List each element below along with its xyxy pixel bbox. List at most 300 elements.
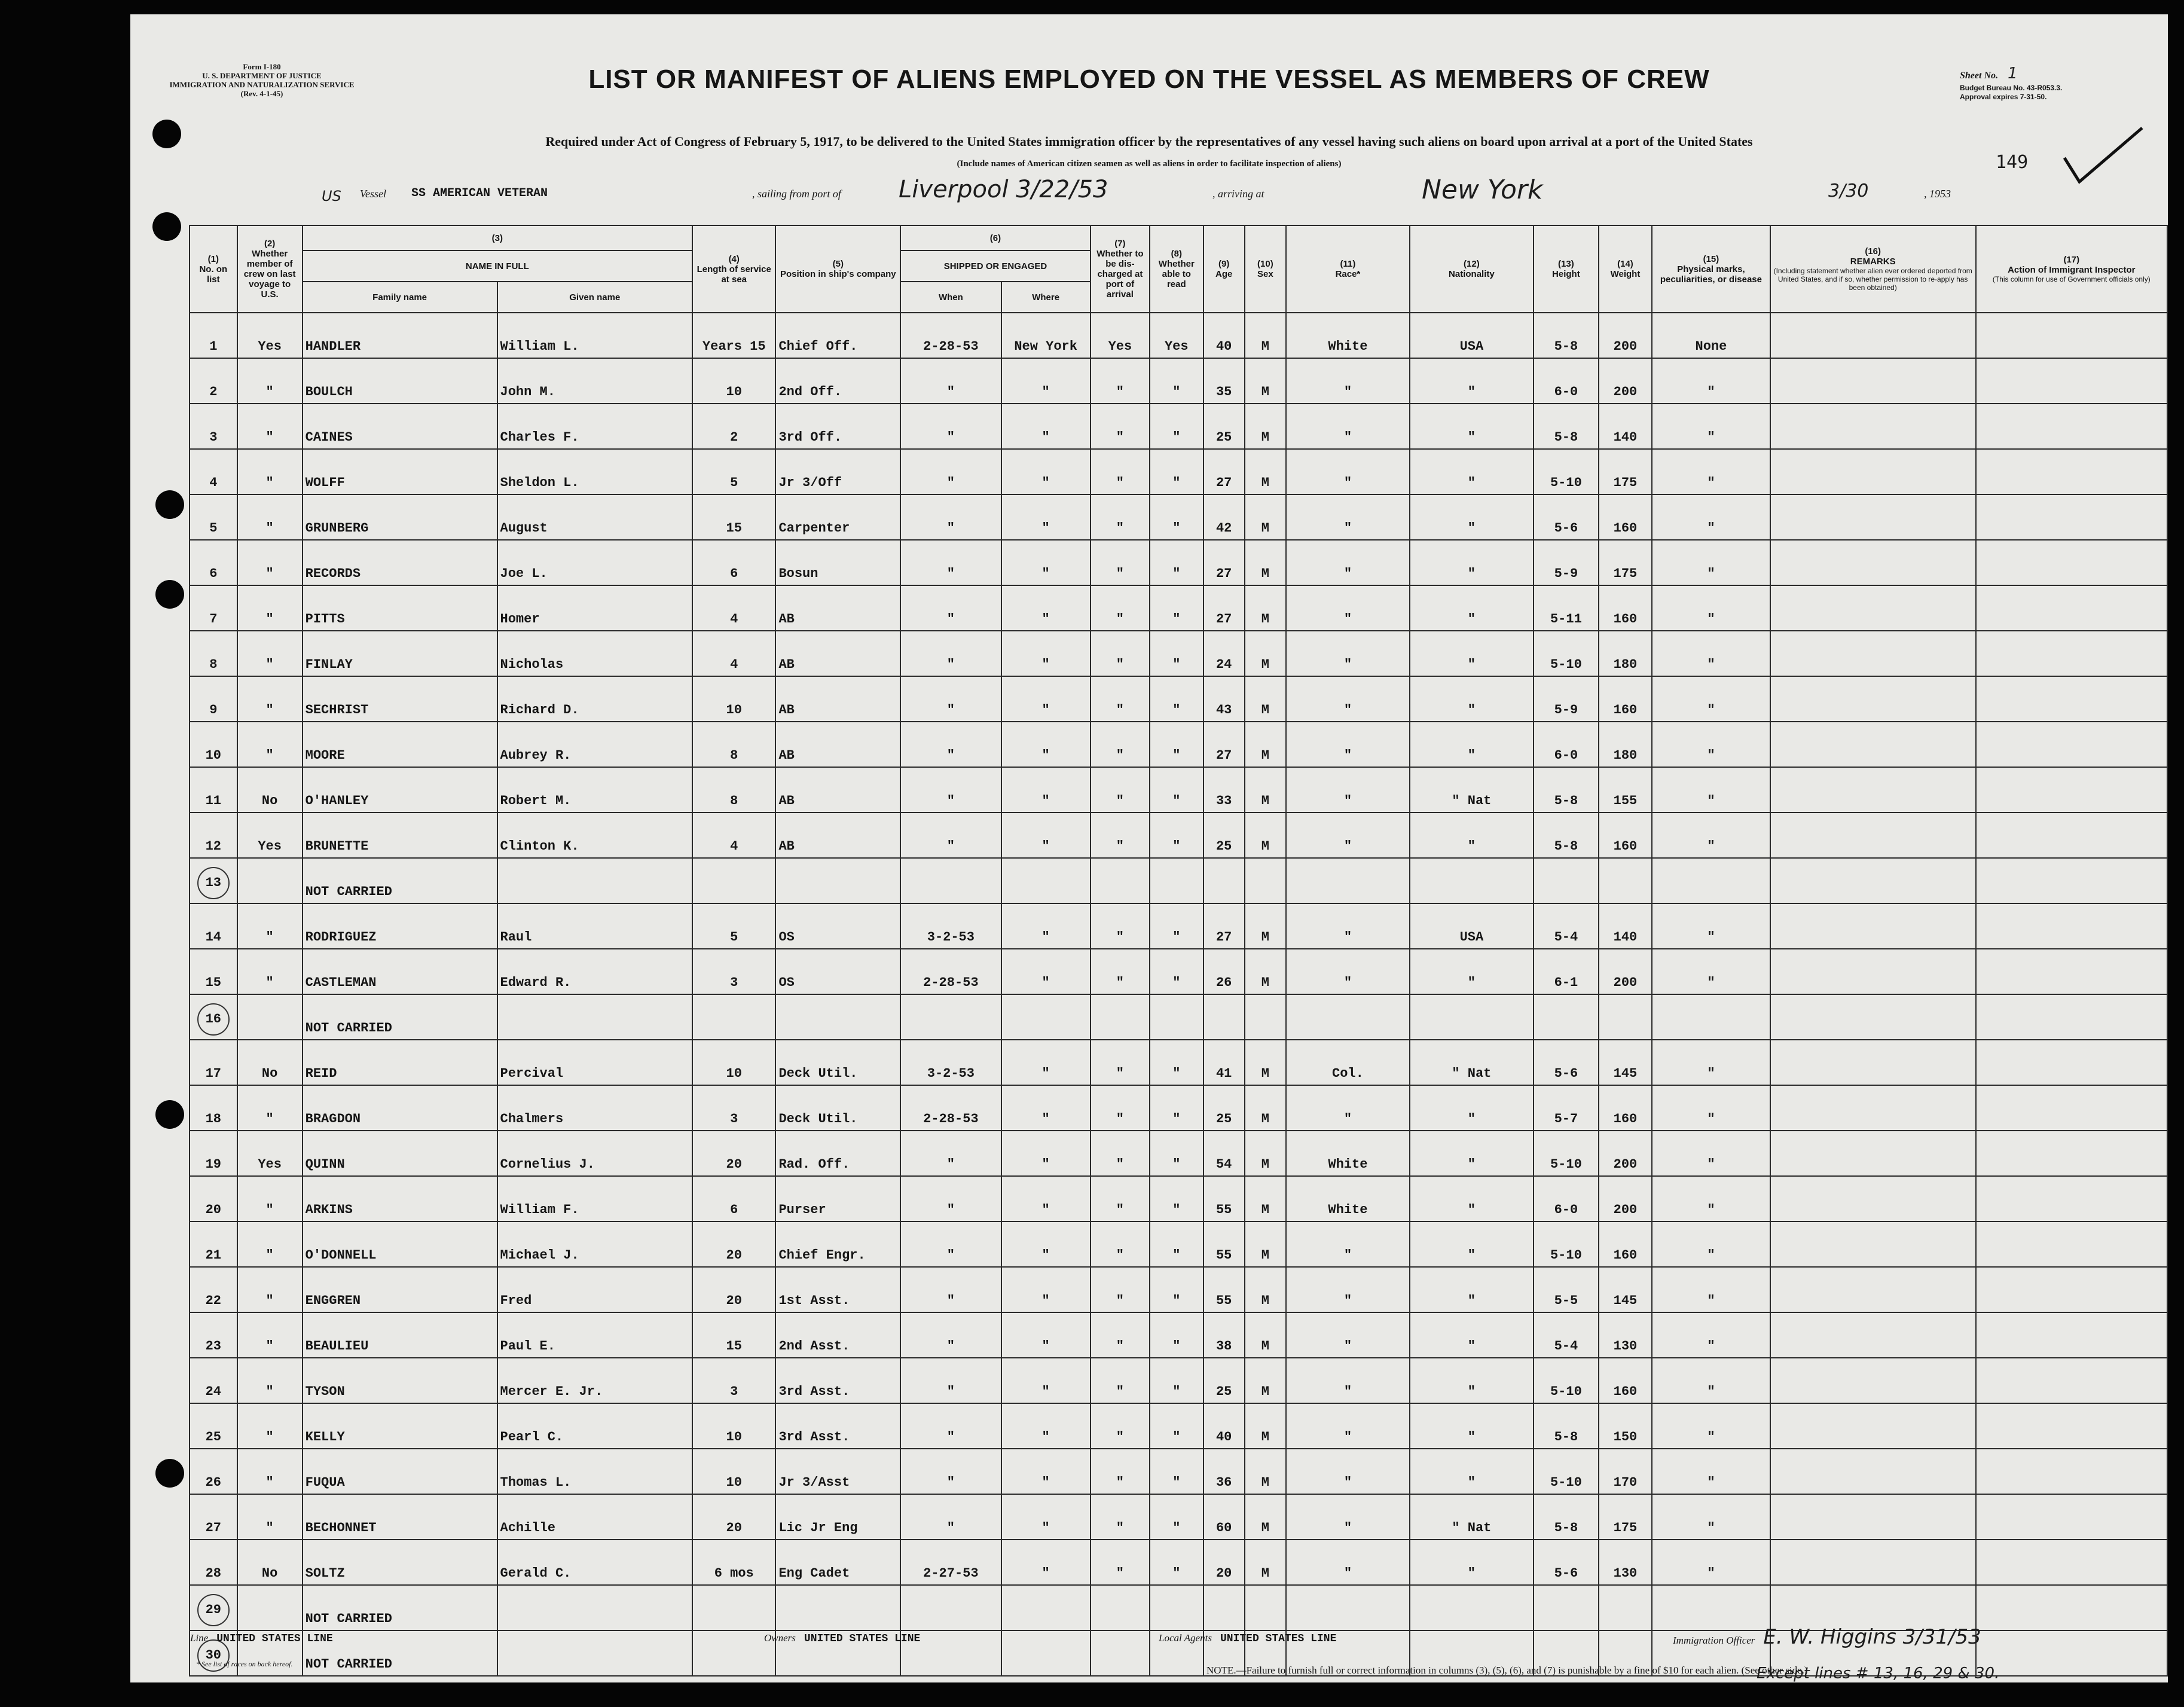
cell-family: NOT CARRIED <box>303 858 497 903</box>
cell-nat: " <box>1410 1176 1534 1222</box>
cell-height: 5-8 <box>1534 1494 1599 1540</box>
cell-sex: M <box>1245 1267 1286 1312</box>
column-number-row <box>190 225 2167 251</box>
cell-disch: " <box>1091 449 1150 494</box>
cell-when: 2-28-53 <box>900 1085 1001 1131</box>
table-row <box>190 1222 2167 1267</box>
vessel-prefix: US <box>322 188 341 204</box>
cell-disch: " <box>1091 1540 1150 1585</box>
table-row <box>190 1358 2167 1403</box>
cell-race: " <box>1286 1403 1410 1449</box>
cell-remarks <box>1770 1131 1976 1176</box>
cell-nat: " Nat <box>1410 767 1534 813</box>
cell-disch: " <box>1091 903 1150 949</box>
cell-weight: 155 <box>1599 767 1652 813</box>
cell-read <box>1150 994 1204 1040</box>
col-where-header: Where <box>1001 282 1091 313</box>
table-row <box>190 1540 2167 1585</box>
cell-where: New York <box>1001 313 1091 358</box>
vessel-name: SS AMERICAN VETERAN <box>411 187 548 200</box>
cell-disch: " <box>1091 631 1150 676</box>
cell-weight: 200 <box>1599 313 1652 358</box>
arrival-year: , 1953 <box>1924 188 1951 200</box>
cell-disch: " <box>1091 1358 1150 1403</box>
cell-age: 25 <box>1204 813 1245 858</box>
cell-where: " <box>1001 494 1091 540</box>
cell-where: " <box>1001 585 1091 631</box>
cell-position: AB <box>775 767 900 813</box>
footer-officer: Immigration Officer E. W. Higgins 3/31/53 <box>1673 1625 1981 1649</box>
cell-position: Eng Cadet <box>775 1540 900 1585</box>
cell-height: 5-5 <box>1534 1267 1599 1312</box>
cell-age: 38 <box>1204 1312 1245 1358</box>
cell-no: 5 <box>190 494 237 540</box>
cell-no: 16 <box>190 994 237 1040</box>
cell-sex: M <box>1245 1222 1286 1267</box>
cell-family: BRUNETTE <box>303 813 497 858</box>
cell-no: 26 <box>190 1449 237 1494</box>
cell-action <box>1976 358 2167 404</box>
table-row <box>190 631 2167 676</box>
cell-phys <box>1652 858 1770 903</box>
cell-weight: 160 <box>1599 813 1652 858</box>
cell-sex: M <box>1245 313 1286 358</box>
footer-line: Line UNITED STATES LINE <box>190 1632 333 1645</box>
cell-nat: USA <box>1410 903 1534 949</box>
sailing-label: , sailing from port of <box>752 188 841 200</box>
cell-race: " <box>1286 631 1410 676</box>
table-row <box>190 1585 2167 1630</box>
cell-age: 41 <box>1204 1040 1245 1085</box>
cell-action <box>1976 1358 2167 1403</box>
cell-nat: " <box>1410 494 1534 540</box>
cell-read: " <box>1150 813 1204 858</box>
cell-family: NOT CARRIED <box>303 1585 497 1630</box>
cell-age: 27 <box>1204 903 1245 949</box>
cell-remarks <box>1770 994 1976 1040</box>
cell-weight: 175 <box>1599 540 1652 585</box>
cell-sex: M <box>1245 404 1286 449</box>
punch-hole <box>155 580 184 609</box>
cell-height: 5-9 <box>1534 540 1599 585</box>
cell-weight: 200 <box>1599 358 1652 404</box>
cell-race: " <box>1286 1449 1410 1494</box>
cell-where: " <box>1001 1312 1091 1358</box>
cell-age: 25 <box>1204 1085 1245 1131</box>
cell-height: 5-9 <box>1534 676 1599 722</box>
cell-sex: M <box>1245 1040 1286 1085</box>
cell-read: Yes <box>1150 313 1204 358</box>
cell-age: 40 <box>1204 313 1245 358</box>
cell-sex <box>1245 994 1286 1040</box>
table-row <box>190 1312 2167 1358</box>
cell-where: " <box>1001 903 1091 949</box>
cell-phys <box>1652 1585 1770 1630</box>
cell-where <box>1001 1585 1091 1630</box>
cell-position: 3rd Asst. <box>775 1358 900 1403</box>
cell-nat: USA <box>1410 313 1534 358</box>
cell-weight: 160 <box>1599 1085 1652 1131</box>
cell-family: GRUNBERG <box>303 494 497 540</box>
officer-signature: E. W. Higgins 3/31/53 <box>1763 1625 1981 1649</box>
cell-service: 6 <box>692 1176 775 1222</box>
cell-phys: " <box>1652 1176 1770 1222</box>
cell-family: REID <box>303 1040 497 1085</box>
cell-action <box>1976 903 2167 949</box>
cell-nat: " <box>1410 676 1534 722</box>
cell-race: " <box>1286 1312 1410 1358</box>
cell-family: MOORE <box>303 722 497 767</box>
cell-member: " <box>237 449 303 494</box>
cell-position: Bosun <box>775 540 900 585</box>
cell-when <box>900 1585 1001 1630</box>
cell-read: " <box>1150 676 1204 722</box>
cell-no: 6 <box>190 540 237 585</box>
cell-no: 12 <box>190 813 237 858</box>
crew-manifest-table <box>189 225 2168 1677</box>
table-row <box>190 676 2167 722</box>
cell-where: " <box>1001 1449 1091 1494</box>
cell-nat: " <box>1410 1358 1534 1403</box>
arrival-date: 3/30 <box>1828 181 1869 201</box>
cell-race: White <box>1286 1176 1410 1222</box>
cell-no: 9 <box>190 676 237 722</box>
col-shipped-header: SHIPPED OR ENGAGED <box>900 251 1091 282</box>
cell-weight: 160 <box>1599 1222 1652 1267</box>
cell-weight <box>1599 1585 1652 1630</box>
cell-nat: " <box>1410 449 1534 494</box>
cell-nat: " <box>1410 1131 1534 1176</box>
cell-action <box>1976 1449 2167 1494</box>
cell-remarks <box>1770 858 1976 903</box>
cell-disch: Yes <box>1091 313 1150 358</box>
cell-height: 5-6 <box>1534 494 1599 540</box>
table-row <box>190 358 2167 404</box>
cell-race <box>1286 994 1410 1040</box>
table-row <box>190 404 2167 449</box>
cell-remarks <box>1770 1403 1976 1449</box>
cell-race: White <box>1286 1131 1410 1176</box>
cell-phys: " <box>1652 1358 1770 1403</box>
cell-action <box>1976 1494 2167 1540</box>
cell-phys: " <box>1652 1085 1770 1131</box>
cell-member: " <box>237 1403 303 1449</box>
cell-nat: " <box>1410 1222 1534 1267</box>
cell-when: " <box>900 1176 1001 1222</box>
footer-agents: Local Agents UNITED STATES LINE <box>1159 1632 1337 1645</box>
cell-action <box>1976 813 2167 858</box>
cell-age: 27 <box>1204 540 1245 585</box>
col-discharged-header: (7) Whether to be dis-charged at port of arrival <box>1091 225 1150 313</box>
col-remarks-header: (16) REMARKS (Including statement whether alien ever ordered deported from United States, and if so, whether permission to re-apply has been obtained) <box>1770 225 1976 313</box>
cell-given: Clinton K. <box>497 813 693 858</box>
cell-where: " <box>1001 1131 1091 1176</box>
cell-position: Jr 3/Asst <box>775 1449 900 1494</box>
cell-given: William F. <box>497 1176 693 1222</box>
cell-age: 42 <box>1204 494 1245 540</box>
cell-family: ENGGREN <box>303 1267 497 1312</box>
cell-position: Rad. Off. <box>775 1131 900 1176</box>
table-row <box>190 1403 2167 1449</box>
cell-age: 33 <box>1204 767 1245 813</box>
cell-read: " <box>1150 903 1204 949</box>
col-weight-header: (14) Weight <box>1599 225 1652 313</box>
cell-action <box>1976 1131 2167 1176</box>
cell-height: 5-8 <box>1534 767 1599 813</box>
cell-height: 5-6 <box>1534 1540 1599 1585</box>
subnote: (Include names of American citizen seamen as well as aliens in order to facilitate inspection of aliens) <box>957 159 1342 169</box>
cell-read: " <box>1150 449 1204 494</box>
cell-family: FINLAY <box>303 631 497 676</box>
cell-position: 1st Asst. <box>775 1267 900 1312</box>
cell-when: " <box>900 1403 1001 1449</box>
cell-member: Yes <box>237 313 303 358</box>
cell-weight: 170 <box>1599 1449 1652 1494</box>
cell-height: 5-10 <box>1534 449 1599 494</box>
cell-where <box>1001 994 1091 1040</box>
cell-position: AB <box>775 631 900 676</box>
cell-member: " <box>237 949 303 994</box>
cell-sex: M <box>1245 767 1286 813</box>
cell-read: " <box>1150 358 1204 404</box>
cell-age: 24 <box>1204 631 1245 676</box>
cell-nat: " <box>1410 1403 1534 1449</box>
cell-position: AB <box>775 722 900 767</box>
cell-race: " <box>1286 813 1410 858</box>
cell-member: " <box>237 1449 303 1494</box>
cell-nat: " <box>1410 813 1534 858</box>
cell-race: " <box>1286 1540 1410 1585</box>
cell-no: 22 <box>190 1267 237 1312</box>
cell-disch: " <box>1091 1131 1150 1176</box>
cell-given <box>497 1630 693 1676</box>
cell-position: 3rd Asst. <box>775 1403 900 1449</box>
department: U. S. DEPARTMENT OF JUSTICE <box>202 71 322 80</box>
cell-family: PITTS <box>303 585 497 631</box>
cell-family: RODRIGUEZ <box>303 903 497 949</box>
cell-service <box>692 994 775 1040</box>
cell-age: 60 <box>1204 1494 1245 1540</box>
cell-phys: " <box>1652 949 1770 994</box>
cell-weight: 200 <box>1599 1131 1652 1176</box>
cell-member: " <box>237 1358 303 1403</box>
table-row <box>190 1449 2167 1494</box>
cell-race: " <box>1286 358 1410 404</box>
cell-disch: " <box>1091 404 1150 449</box>
cell-position: AB <box>775 585 900 631</box>
cell-no: 19 <box>190 1131 237 1176</box>
cell-race: " <box>1286 540 1410 585</box>
cell-sex: M <box>1245 1494 1286 1540</box>
cell-where: " <box>1001 404 1091 449</box>
cell-action <box>1976 1085 2167 1131</box>
cell-height: 6-0 <box>1534 1176 1599 1222</box>
cell-where: " <box>1001 949 1091 994</box>
cell-where: " <box>1001 1267 1091 1312</box>
cell-when: 3-2-53 <box>900 1040 1001 1085</box>
punch-hole <box>152 120 181 148</box>
cell-no: 4 <box>190 449 237 494</box>
table-row <box>190 585 2167 631</box>
sheet-number-value: 1 <box>2008 65 2018 83</box>
cell-member: " <box>237 903 303 949</box>
cell-nat: " <box>1410 585 1534 631</box>
cell-sex: M <box>1245 1085 1286 1131</box>
cell-family: CAINES <box>303 404 497 449</box>
cell-position: 3rd Off. <box>775 404 900 449</box>
cell-remarks <box>1770 1176 1976 1222</box>
cell-disch: " <box>1091 676 1150 722</box>
cell-when: 2-27-53 <box>900 1540 1001 1585</box>
cell-read: " <box>1150 1358 1204 1403</box>
cell-read: " <box>1150 722 1204 767</box>
cell-read: " <box>1150 1085 1204 1131</box>
cell-no: 23 <box>190 1312 237 1358</box>
cell-given: Gerald C. <box>497 1540 693 1585</box>
col-position-header: (5) Position in ship's company <box>775 225 900 313</box>
cell-service: 20 <box>692 1222 775 1267</box>
cell-where: " <box>1001 1176 1091 1222</box>
cell-where: " <box>1001 1040 1091 1085</box>
cell-remarks <box>1770 1267 1976 1312</box>
cell-family: SOLTZ <box>303 1540 497 1585</box>
col-service-header: (4) Length of service at sea <box>692 225 775 313</box>
cell-family: O'HANLEY <box>303 767 497 813</box>
cell-action <box>1976 1222 2167 1267</box>
cell-weight: 160 <box>1599 1358 1652 1403</box>
cell-remarks <box>1770 494 1976 540</box>
cell-nat <box>1410 994 1534 1040</box>
cell-age <box>1204 858 1245 903</box>
cell-no: 20 <box>190 1176 237 1222</box>
cell-phys <box>1652 994 1770 1040</box>
cell-phys: " <box>1652 1222 1770 1267</box>
stamp-number: 149 <box>1996 152 2029 173</box>
cell-disch: " <box>1091 1267 1150 1312</box>
cell-no: 28 <box>190 1540 237 1585</box>
cell-position: 2nd Off. <box>775 358 900 404</box>
cell-action <box>1976 1403 2167 1449</box>
cell-disch: " <box>1091 1494 1150 1540</box>
cell-position: OS <box>775 949 900 994</box>
col-height-header: (13) Height <box>1534 225 1599 313</box>
cell-remarks <box>1770 1540 1976 1585</box>
cell-disch: " <box>1091 813 1150 858</box>
cell-sex: M <box>1245 540 1286 585</box>
cell-given: Thomas L. <box>497 1449 693 1494</box>
cell-read: " <box>1150 1267 1204 1312</box>
cell-height: 5-10 <box>1534 1222 1599 1267</box>
cell-action <box>1976 404 2167 449</box>
cell-service: 6 mos <box>692 1540 775 1585</box>
cell-remarks <box>1770 1358 1976 1403</box>
cell-no: 7 <box>190 585 237 631</box>
cell-height <box>1534 1585 1599 1630</box>
cell-where: " <box>1001 358 1091 404</box>
cell-action <box>1976 631 2167 676</box>
cell-action <box>1976 767 2167 813</box>
cell-weight: 130 <box>1599 1540 1652 1585</box>
cell-where: " <box>1001 767 1091 813</box>
cell-nat: " <box>1410 722 1534 767</box>
crew-rows <box>190 313 2167 1676</box>
cell-disch: " <box>1091 585 1150 631</box>
cell-race: " <box>1286 494 1410 540</box>
cell-position: Chief Engr. <box>775 1222 900 1267</box>
cell-when <box>900 994 1001 1040</box>
cell-member: " <box>237 676 303 722</box>
page-title: LIST OR MANIFEST OF ALIENS EMPLOYED ON THE VESSEL AS MEMBERS OF CREW <box>588 65 1710 94</box>
cell-family: KELLY <box>303 1403 497 1449</box>
cell-nat: " <box>1410 358 1534 404</box>
cell-when: " <box>900 1312 1001 1358</box>
cell-given: Charles F. <box>497 404 693 449</box>
cell-position: AB <box>775 676 900 722</box>
cell-age: 55 <box>1204 1222 1245 1267</box>
cell-weight: 200 <box>1599 1176 1652 1222</box>
cell-remarks <box>1770 1222 1976 1267</box>
sailing-from: Liverpool 3/22/53 <box>899 176 1108 203</box>
cell-phys: " <box>1652 767 1770 813</box>
cell-age: 35 <box>1204 358 1245 404</box>
cell-sex: M <box>1245 1358 1286 1403</box>
cell-phys: " <box>1652 449 1770 494</box>
cell-race: " <box>1286 1267 1410 1312</box>
cell-disch: " <box>1091 949 1150 994</box>
cell-phys: " <box>1652 1131 1770 1176</box>
cell-position: Purser <box>775 1176 900 1222</box>
cell-race: " <box>1286 722 1410 767</box>
cell-member: " <box>237 1222 303 1267</box>
cell-member <box>237 994 303 1040</box>
cell-no: 1 <box>190 313 237 358</box>
table-row <box>190 540 2167 585</box>
cell-given: Robert M. <box>497 767 693 813</box>
cell-phys: " <box>1652 676 1770 722</box>
col-given-header: Given name <box>497 282 693 313</box>
cell-given: Michael J. <box>497 1222 693 1267</box>
cell-sex: M <box>1245 1403 1286 1449</box>
cell-height: 5-7 <box>1534 1085 1599 1131</box>
col-name-header: NAME IN FULL <box>303 251 692 282</box>
cell-disch <box>1091 858 1150 903</box>
cell-nat: " <box>1410 1540 1534 1585</box>
cell-disch: " <box>1091 722 1150 767</box>
cell-remarks <box>1770 1449 1976 1494</box>
cell-action <box>1976 994 2167 1040</box>
table-row <box>190 313 2167 358</box>
cell-disch: " <box>1091 1176 1150 1222</box>
col-no-header: (1) No. on list <box>190 225 237 313</box>
cell-phys: " <box>1652 358 1770 404</box>
cell-service: 10 <box>692 1403 775 1449</box>
punch-hole <box>152 212 181 241</box>
cell-where: " <box>1001 631 1091 676</box>
cell-age: 54 <box>1204 1131 1245 1176</box>
cell-remarks <box>1770 903 1976 949</box>
cell-remarks <box>1770 585 1976 631</box>
cell-phys: " <box>1652 1040 1770 1085</box>
cell-action <box>1976 540 2167 585</box>
cell-weight: 180 <box>1599 722 1652 767</box>
cell-age: 27 <box>1204 585 1245 631</box>
cell-action <box>1976 676 2167 722</box>
cell-race: " <box>1286 404 1410 449</box>
cell-when: " <box>900 1267 1001 1312</box>
cell-when: " <box>900 813 1001 858</box>
cell-member: Yes <box>237 813 303 858</box>
table-row <box>190 494 2167 540</box>
